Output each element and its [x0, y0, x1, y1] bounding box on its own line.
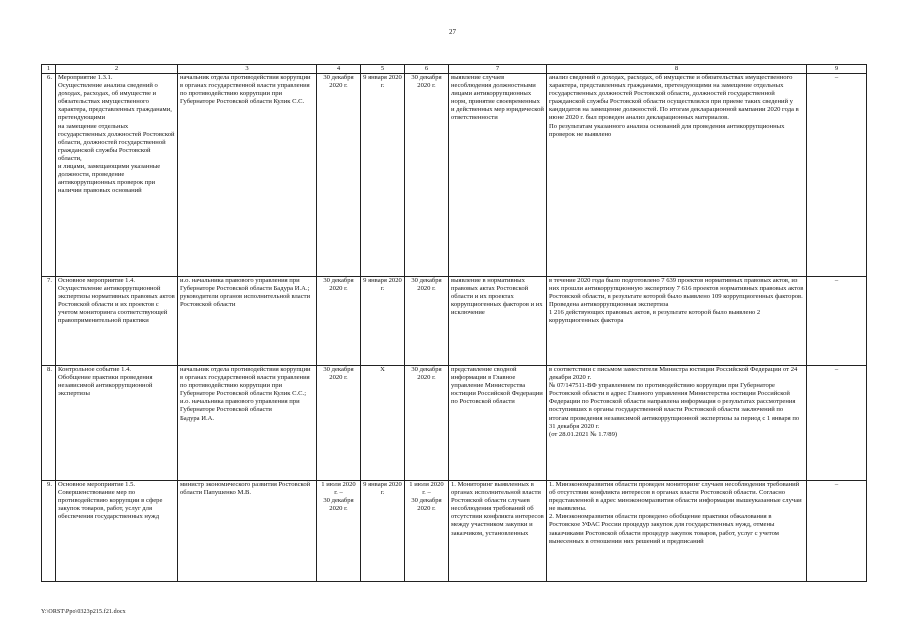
responsible-person: и.о. начальника правового управления при Губернаторе Ростовской области Бадура И.А.; руководители органов исполнительной власти Ростовской области: [178, 277, 317, 366]
note: –: [807, 481, 867, 582]
expected-result: выявление случаев несоблюдения должностными лицами антикоррупционных норм, принятие своевременных и действенных мер юридической ответственности: [449, 74, 547, 277]
start-date: 9 января 2020 г.: [361, 277, 405, 366]
column-number: 2: [56, 65, 178, 74]
responsible-person: министр экономического развития Ростовской области Папушенко М.В.: [178, 481, 317, 582]
event-name: Основное мероприятие 1.5. Совершенствование мер по противодействию коррупции в сфере закупок товаров, работ, услуг для обеспечения государственных нужд: [56, 481, 178, 582]
expected-result: 1. Мониторинг выявленных в органах исполнительной власти Ростовской области случаев несоблюдения требований об отсутствии конфликта интересов между участником закупки и заказчиком, установленных: [449, 481, 547, 582]
event-name: Контрольное событие 1.4. Обобщение практики проведения независимой антикоррупционной экспертизы: [56, 366, 178, 481]
actual-result: в соответствии с письмом заместителя Министра юстиции Российской Федерации от 24 декабря 2020 г. № 07/147511-ВФ управлением по противодействию коррупции при Губернаторе Ростовской области в адрес Главного управления Министерства юстиции Российской Федерации по Ростовской области направлена информация о результатах рассмотрения поступивших в органы государственной власти Ростовской области заключений по итогам проведения независимой антикоррупционной экспертизы за период с 1 января по 31 декабря 2020 г. (от 28.01.2021 № 1.7/89): [547, 366, 807, 481]
planned-date: 30 декабря 2020 г.: [317, 366, 361, 481]
actual-result: 1. Минэкономразвития области проведен мониторинг случаев несоблюдения требований об отсутствии конфликта интересов в органах власти Ростовской области. Согласно представленной в адрес минэкономразвития области информации вышеуказанные случаи не выявлены. 2. Минэкономразвития области проведено обобщение практики обжалования в Ростовское УФАС России процедур закупок для государственных нужд, отмены заказчиками Ростовской области процедур закупок товаров, работ, услуг с учетом вынесенных в отношении них решений и предписаний: [547, 481, 807, 582]
end-date: 1 июля 2020 г. – 30 декабря 2020 г.: [405, 481, 449, 582]
column-number: 9: [807, 65, 867, 74]
note: –: [807, 74, 867, 277]
end-date: 30 декабря 2020 г.: [405, 74, 449, 277]
end-date: 30 декабря 2020 г.: [405, 366, 449, 481]
column-number: 6: [405, 65, 449, 74]
event-name: Основное мероприятие 1.4. Осуществление антикоррупционной экспертизы нормативных правовых актов Ростовской области и их проектов с учетом мониторинга соответствующей правоприменительной практики: [56, 277, 178, 366]
table-row: [42, 481, 867, 582]
measures-table: [41, 64, 867, 582]
planned-date: 30 декабря 2020 г.: [317, 277, 361, 366]
responsible-person: начальник отдела противодействия коррупции в органах государственной власти управления по противодействию коррупции при Губернаторе Ростовской области Кулик С.С.; и.о. начальника правового управления при Губернаторе Ростовской области Бадура И.А.: [178, 366, 317, 481]
column-number: 4: [317, 65, 361, 74]
start-date: 9 января 2020 г.: [361, 74, 405, 277]
column-number: 1: [42, 65, 56, 74]
expected-result: выявление в нормативных правовых актах Ростовской области и их проектах коррупциогенных факторов и их исключение: [449, 277, 547, 366]
actual-result: в течение 2020 года было подготовлено 7 639 проектов нормативных правовых актов, из них прошли антикоррупционную экспертизу 7 616 проектов нормативных правовых актов Ростовской области, в результате которой было выявлено 109 коррупциогенных факторов. Проведена антикоррупционная экспертиза 1 216 действующих правовых актов, в результате которой было выявлено 2 коррупциогенных фактора: [547, 277, 807, 366]
file-path-footer: Y:\ORST\Ppo\0323p215.f21.docx: [41, 609, 126, 615]
row-number: 9.: [42, 481, 56, 582]
page-number: 27: [449, 28, 456, 36]
row-number: 7.: [42, 277, 56, 366]
responsible-person: начальник отдела противодействия коррупции в органах государственной власти управления по противодействию коррупции при Губернаторе Ростовской области Кулик С.С.: [178, 74, 317, 277]
table-row: [42, 366, 867, 481]
note: –: [807, 277, 867, 366]
planned-date: 1 июля 2020 г. – 30 декабря 2020 г.: [317, 481, 361, 582]
column-number: 5: [361, 65, 405, 74]
column-number: 8: [547, 65, 807, 74]
row-number: 8.: [42, 366, 56, 481]
event-name: Мероприятие 1.3.1. Осуществление анализа сведений о доходах, расходах, об имуществе и обязательствах имущественного характера, представленных гражданами, претендующими на замещение отдельных государственных должностей Ростовской области, должностей государственной гражданской службы Ростовской области, и лицами, замещающими указанные должности, проведение антикоррупционных проверок при наличии правовых оснований: [56, 74, 178, 277]
planned-date: 30 декабря 2020 г.: [317, 74, 361, 277]
expected-result: представление сводной информации в Главное управление Министерства юстиции Российской Федерации по Ростовской области: [449, 366, 547, 481]
column-number: 3: [178, 65, 317, 74]
actual-result: анализ сведений о доходах, расходах, об имуществе и обязательствах имущественного характера, представленных гражданами, претендующими на замещение отдельных государственных должностей Ростовской области, должностей государственной гражданской службы Ростовской области осуществлялся при приеме таких сведений у кандидатов на замещение должностей. По итогам декларационной кампании 2020 года в июне 2020 г. был проведен анализ декларационных материалов. По результатам указанного анализа оснований для проведения антикоррупционных проверок не выявлено: [547, 74, 807, 277]
start-date: X: [361, 366, 405, 481]
column-number: 7: [449, 65, 547, 74]
end-date: 30 декабря 2020 г.: [405, 277, 449, 366]
table-row: [42, 277, 867, 366]
table-row: [42, 74, 867, 277]
start-date: 9 января 2020 г.: [361, 481, 405, 582]
row-number: 6.: [42, 74, 56, 277]
column-number-header-row: [42, 65, 867, 74]
note: –: [807, 366, 867, 481]
